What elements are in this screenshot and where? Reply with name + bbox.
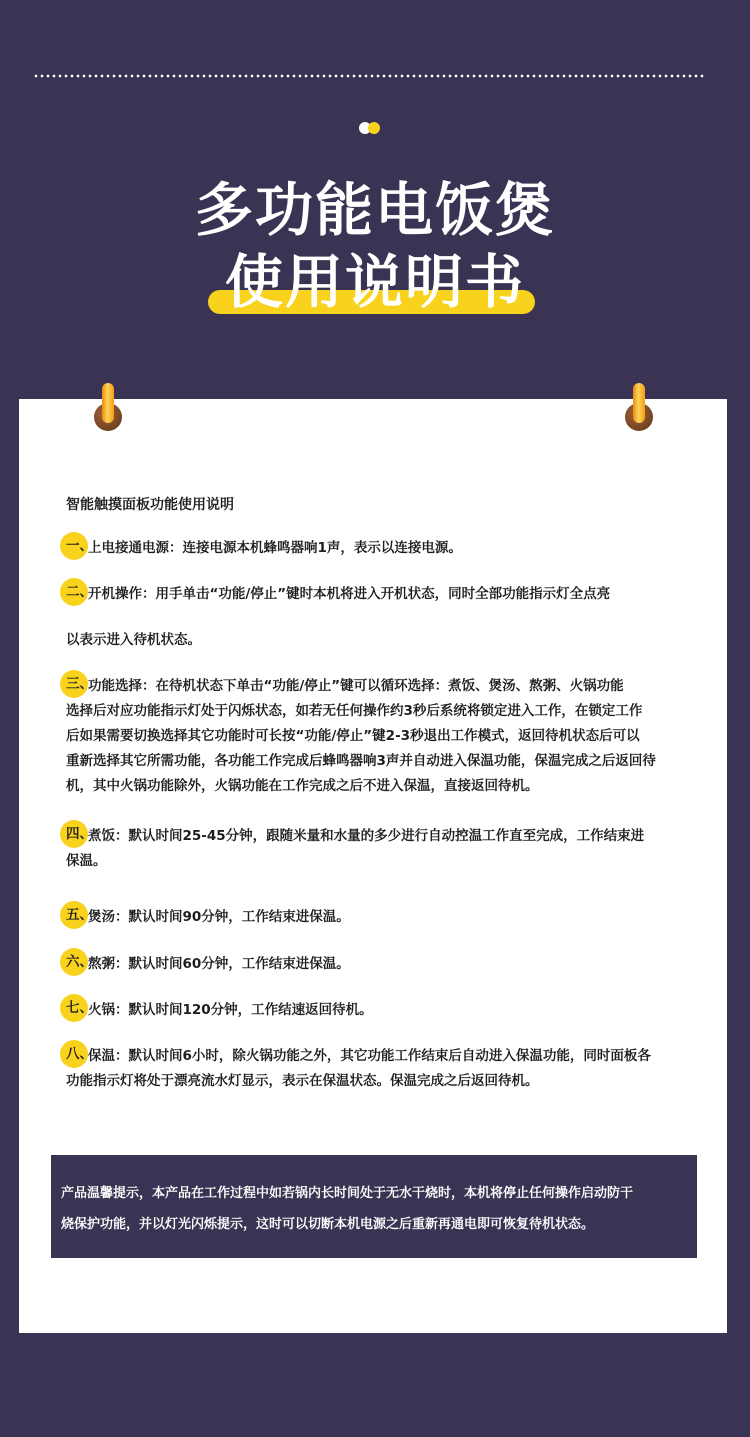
item-text: 保温：默认时间6小时，除火锅功能之外，其它功能工作结束后自动进入保温功能，同时面板各 — [88, 1048, 651, 1064]
manual-card — [19, 399, 727, 1333]
pin-bar — [633, 383, 645, 423]
item-text: 开机操作：用手单击“功能/停止”键时本机将进入开机状态，同时全部功能指示灯全点亮 — [88, 586, 611, 602]
item-text: 火锅：默认时间120分钟，工作结速返回待机。 — [88, 1002, 373, 1018]
manual-item — [66, 628, 718, 653]
pin-icon — [94, 383, 122, 431]
item-number-badge: 八、 — [60, 1040, 88, 1068]
item-text: 熬粥：默认时间60分钟，工作结束进保温。 — [88, 956, 350, 972]
item-number-badge: 七、 — [60, 994, 88, 1022]
page-subtitle: 使用说明书 — [224, 248, 525, 316]
item-text: 机，其中火锅功能除外，火锅功能在工作完成之后不进入保温，直接返回待机。 — [66, 778, 539, 794]
manual-item — [66, 582, 718, 607]
item-text: 功能指示灯将处于漂亮流水灯显示，表示在保温状态。保温完成之后返回待机。 — [66, 1073, 539, 1089]
item-number-badge: 三、 — [60, 670, 88, 698]
decorative-dots — [359, 122, 381, 134]
item-text: 选择后对应功能指示灯处于闪烁状态，如若无任何操作约3秒后系统将锁定进入工作，在锁定工作 — [66, 703, 643, 719]
pin-icon — [625, 383, 653, 431]
manual-item — [66, 952, 718, 977]
manual-item — [66, 824, 718, 874]
item-text: 重新选择其它所需功能，各功能工作完成后蜂鸣器响3声并自动进入保温功能，保温完成之后返回待 — [66, 753, 656, 769]
item-number-badge: 四、 — [60, 820, 88, 848]
pin-bar — [102, 383, 114, 423]
item-text: 以表示进入待机状态。 — [66, 632, 201, 648]
dotted-divider — [33, 74, 705, 78]
manual-item — [66, 674, 718, 799]
item-text: 煮饭：默认时间25-45分钟，跟随米量和水量的多少进行自动控温工作直至完成，工作结束进 — [88, 828, 645, 844]
safety-notice-box — [51, 1155, 697, 1258]
item-number-badge: 五、 — [60, 901, 88, 929]
item-text: 功能选择：在待机状态下单击“功能/停止”键可以循环选择：煮饭、煲汤、熬粥、火锅功能 — [88, 678, 624, 694]
manual-item — [66, 1044, 718, 1094]
item-number-badge: 六、 — [60, 948, 88, 976]
item-text: 上电接通电源：连接电源本机蜂鸣器响1声，表示以连接电源。 — [88, 540, 462, 556]
page-title: 多功能电饭煲 — [194, 176, 555, 244]
item-number-badge: 二、 — [60, 578, 88, 606]
yellow-dot — [368, 122, 380, 134]
item-text: 煲汤：默认时间90分钟，工作结束进保温。 — [88, 909, 350, 925]
manual-item — [66, 905, 718, 930]
manual-item — [66, 998, 718, 1023]
item-text: 后如果需要切换选择其它功能时可长按“功能/停止”键2-3秒退出工作模式，返回待机状态后可以 — [66, 728, 640, 744]
manual-item — [66, 536, 718, 561]
notice-text: 产品温馨提示，本产品在工作过程中如若锅内长时间处于无水干烧时，本机将停止任何操作启动防干 — [61, 1186, 634, 1201]
notice-text: 烧保护功能，并以灯光闪烁提示，这时可以切断本机电源之后重新再通电即可恢复待机状态。 — [61, 1217, 595, 1232]
item-text: 保温。 — [66, 853, 107, 869]
manual-intro: 智能触摸面板功能使用说明 — [66, 497, 234, 513]
item-number-badge: 一、 — [60, 532, 88, 560]
